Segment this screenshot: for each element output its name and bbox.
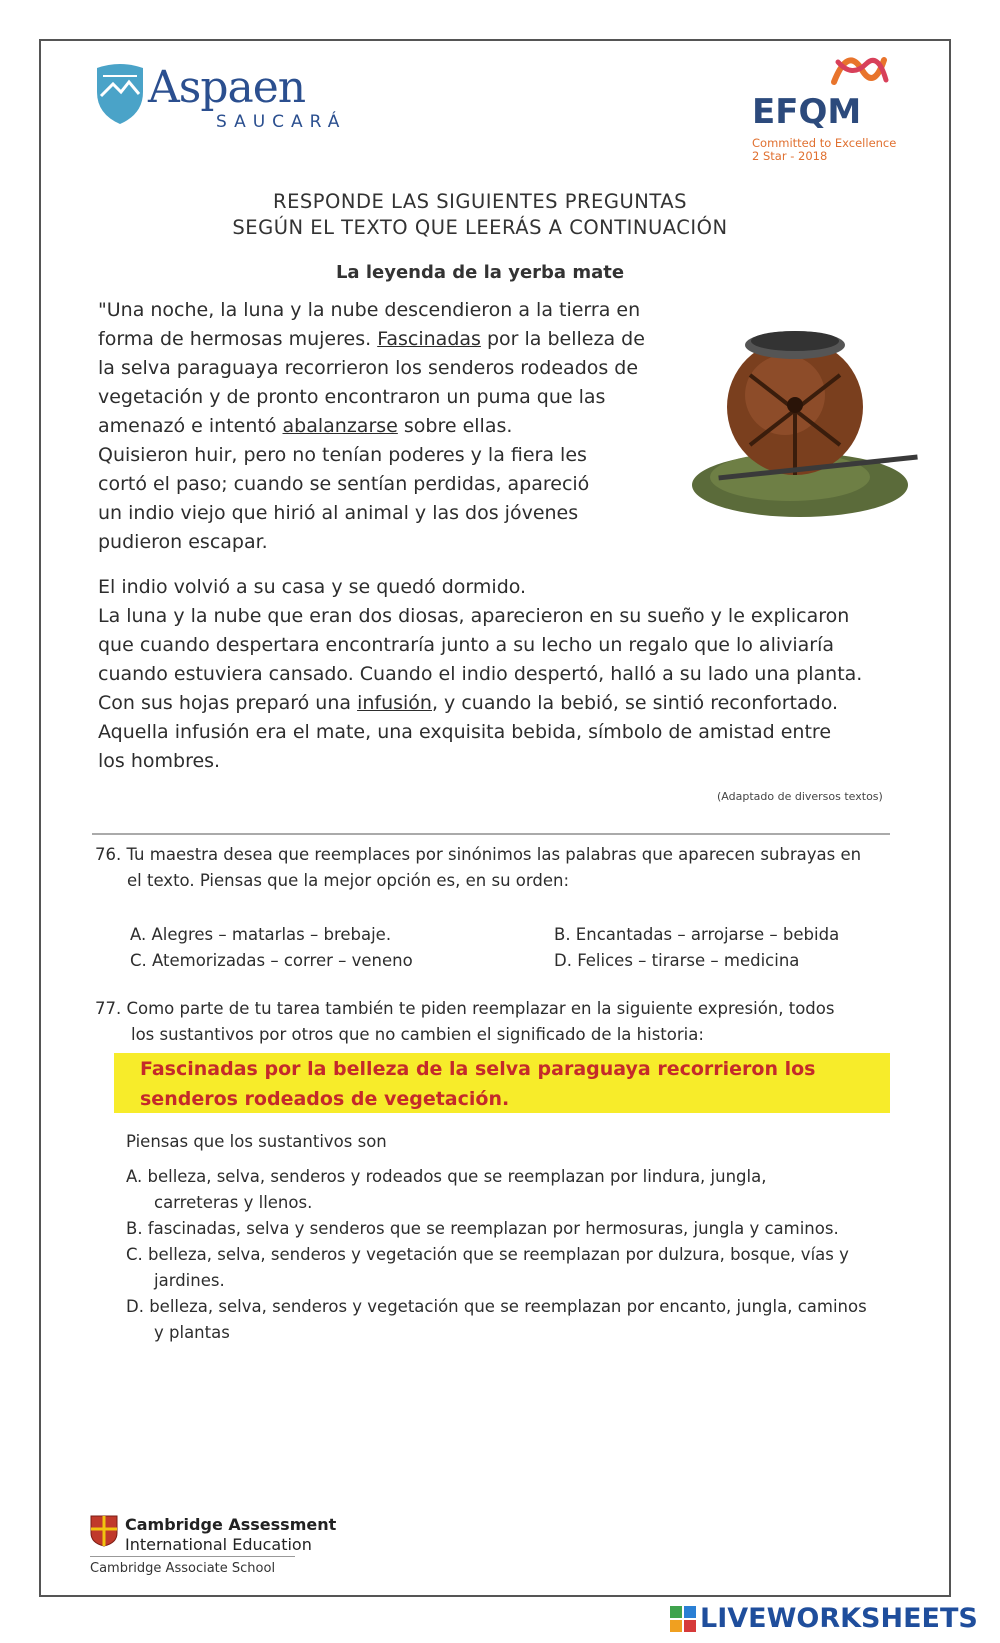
question-77-line-2: los sustantivos por otros que no cambien el significado de la historia: [131, 1025, 704, 1044]
section-divider [92, 833, 890, 835]
text-span: , y cuando la bebió, se sintió reconfortado. [431, 692, 839, 714]
cambridge-line-2: International Education [125, 1535, 312, 1554]
q77-option-c[interactable] [126, 1242, 906, 1294]
q77-option-d-line-1: D. belleza, selva, senderos y vegetación que se reemplazan por encanto, jungla, caminos [126, 1297, 867, 1316]
source-note: (Adaptado de diversos textos) [717, 790, 883, 803]
quote-line-1: Fascinadas por la belleza de la selva paraguaya recorrieron los [140, 1058, 816, 1080]
aspaen-shield-icon [95, 62, 145, 126]
efqm-tagline [752, 137, 896, 163]
q77-option-d[interactable] [126, 1294, 906, 1346]
text-line: pudieron escapar. [98, 531, 268, 553]
text-line [98, 412, 688, 441]
instructions-line-2: SEGÚN EL TEXTO QUE LEERÁS A CONTINUACIÓN [232, 216, 728, 239]
question-77 [95, 996, 905, 1048]
text-span: forma de hermosas mujeres. [98, 328, 378, 350]
text-line: los hombres. [98, 750, 221, 772]
efqm-infinity-icon [828, 50, 892, 90]
cambridge-line-1: Cambridge Assessment [125, 1515, 337, 1534]
quote-line-2: senderos rodeados de vegetación. [140, 1088, 510, 1110]
liveworksheets-logo-icon [670, 1606, 696, 1632]
text-span: Con sus hojas preparó una [98, 692, 358, 714]
underlined-word-infusion: infusión [357, 692, 432, 714]
highlighted-quote [140, 1054, 870, 1114]
underlined-word-fascinadas: Fascinadas [377, 328, 481, 350]
instructions-line-1: RESPONDE LAS SIGUIENTES PREGUNTAS [273, 190, 687, 213]
text-span: sobre ellas. [397, 415, 513, 437]
school-name: Aspaen [148, 62, 306, 113]
q77-option-c-line-2: jardines. [154, 1271, 225, 1290]
text-line: "Una noche, la luna y la nube descendieron a la tierra en [98, 299, 641, 321]
question-76-line-1: 76. Tu maestra desea que reemplaces por sinónimos las palabras que aparecen subrayas en [95, 845, 862, 864]
q77-option-d-line-2: y plantas [154, 1323, 230, 1342]
reading-paragraph-2 [98, 573, 898, 776]
efqm-tagline-1: Committed to Excellence [752, 136, 897, 150]
q77-option-b-line-1: B. fascinadas, selva y senderos que se reemplazan por hermosuras, jungla y caminos. [126, 1219, 839, 1238]
text-line: que cuando despertara encontraría junto a su lecho un regalo que lo aliviaría [98, 634, 835, 656]
q77-option-b[interactable] [126, 1216, 906, 1242]
efqm-logo-text: EFQM [752, 92, 862, 132]
text-line [98, 325, 688, 354]
cambridge-crest-icon [90, 1515, 118, 1547]
q76-option-c[interactable]: C. Atemorizadas – correr – veneno [130, 951, 413, 970]
efqm-tagline-2: 2 Star - 2018 [752, 149, 828, 163]
school-subname: SAUCARÁ [216, 112, 347, 132]
text-span: amenazó e intentó [98, 415, 283, 437]
reading-title: La leyenda de la yerba mate [335, 262, 625, 283]
reading-paragraph-1 [98, 296, 688, 557]
text-span: por la belleza de [480, 328, 645, 350]
q76-option-b[interactable]: B. Encantadas – arrojarse – bebida [554, 925, 840, 944]
q76-option-a[interactable]: A. Alegres – matarlas – brebaje. [130, 925, 392, 944]
text-line [98, 689, 898, 718]
question-76-line-2: el texto. Piensas que la mejor opción es, en su orden: [127, 871, 570, 890]
text-line: Quisieron huir, pero no tenían poderes y la fiera les [98, 444, 587, 466]
text-line: El indio volvió a su casa y se quedó dormido. [98, 576, 527, 598]
question-77-line-1: 77. Como parte de tu tarea también te piden reemplazar en la siguiente expresión, todos [95, 999, 835, 1018]
text-line: vegetación y de pronto encontraron un puma que las [98, 386, 606, 408]
yerba-mate-gourd-image [690, 315, 920, 525]
q76-option-d[interactable]: D. Felices – tirarse – medicina [554, 951, 800, 970]
underlined-word-abalanzarse: abalanzarse [282, 415, 398, 437]
q77-option-a[interactable] [126, 1164, 906, 1216]
liveworksheets-watermark[interactable]: LIVEWORKSHEETS [700, 1603, 978, 1634]
cambridge-associate: Cambridge Associate School [90, 1561, 276, 1576]
text-line: la selva paraguaya recorrieron los senderos rodeados de [98, 357, 639, 379]
cambridge-logo-text [125, 1515, 336, 1555]
question-76 [95, 842, 905, 894]
q77-prompt: Piensas que los sustantivos son [126, 1132, 387, 1151]
q77-option-c-line-1: C. belleza, selva, senderos y vegetación que se reemplazan por dulzura, bosque, vías y [126, 1245, 849, 1264]
text-line: cuando estuviera cansado. Cuando el indio despertó, halló a su lado una planta. [98, 663, 863, 685]
text-line: Aquella infusión era el mate, una exquisita bebida, símbolo de amistad entre [98, 721, 832, 743]
q77-option-a-line-1: A. belleza, selva, senderos y rodeados que se reemplazan por lindura, jungla, [126, 1167, 767, 1186]
text-line: un indio viejo que hirió al animal y las dos jóvenes [98, 502, 579, 524]
text-line: cortó el paso; cuando se sentían perdidas, apareció [98, 473, 590, 495]
text-line: La luna y la nube que eran dos diosas, aparecieron en su sueño y le explicaron [98, 605, 850, 627]
q77-option-a-line-2: carreteras y llenos. [154, 1193, 313, 1212]
cambridge-divider [90, 1556, 295, 1557]
